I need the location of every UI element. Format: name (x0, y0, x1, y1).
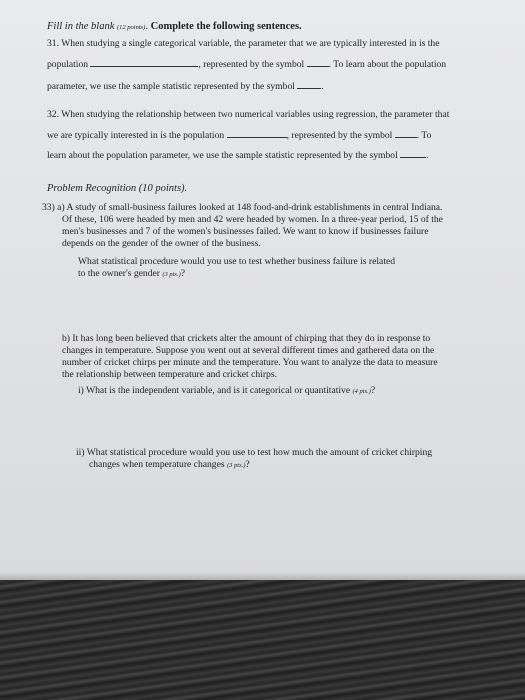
q32-blank-statistic[interactable] (400, 148, 426, 158)
q32-end: . (426, 150, 429, 161)
q33b-i-end: ? (370, 385, 376, 396)
q33b-line4: the relationship between temperature and cricket chirps. (62, 369, 277, 380)
q33a-line4: depends on the gender of the owner of the business. (62, 238, 261, 249)
q33a-end: ? (180, 268, 186, 279)
q31-statistic-label: parameter, we use the sample statistic represented by the symbol (47, 81, 295, 92)
q31-symbol-label: , represented by the symbol (198, 59, 305, 70)
section-title: Fill in the blank (47, 21, 115, 32)
q32-blank-parameter[interactable] (227, 128, 287, 138)
q31-line1: 31. When studying a single categorical variable, the parameter that we are typically interested in is the (47, 38, 440, 49)
q31-blank-statistic[interactable] (297, 79, 321, 89)
q32-symbol-label: , represented by the symbol (286, 130, 393, 141)
q33a-line2: Of these, 106 were headed by men and 42 were headed by women. In a three-year period, 15 of the (62, 214, 443, 225)
section-points: (12 points) (117, 24, 146, 31)
q32-line3 (47, 148, 429, 162)
problem-recognition-title: Problem Recognition (10 points). (47, 183, 188, 194)
q32-blank-symbol[interactable] (395, 128, 417, 138)
q33a-line6 (78, 268, 185, 281)
q33a-points: (3 pts.) (162, 271, 181, 278)
desk-surface (0, 580, 525, 700)
q32-to-label: . To (416, 130, 432, 141)
q31-blank-symbol[interactable] (307, 57, 329, 67)
q33a-line3: men's businesses and 7 of the women's businesses failed. We want to know if businesses failure (62, 226, 429, 237)
q31-learn-label: . To learn about the population (328, 59, 447, 70)
section-instruction: Complete the following sentences. (150, 21, 302, 32)
q33b-line2: changes in temperature. Suppose you went out at several different times and gathered data on the (62, 345, 435, 356)
q33b-ii-line2 (89, 459, 250, 472)
section-header: Fill in the blank (12 points). Complete the following sentences. (47, 21, 302, 32)
q31-blank-parameter[interactable] (90, 57, 198, 67)
q31-end: . (321, 81, 324, 92)
q32-population-label: we are typically interested in is the population (47, 130, 225, 141)
q33b-i (78, 385, 375, 398)
q33b-i-points: (4 pts.) (352, 388, 371, 395)
q33b-line3: number of cricket chirps per minute and the temperature. You want to analyze the data to measure (62, 357, 438, 368)
q33b-ii-line1: ii) What statistical procedure would you use to test how much the amount of cricket chirping (76, 447, 433, 458)
q31-population-label: population (47, 59, 89, 70)
q31-line3 (47, 79, 324, 93)
q33a-line1: 33) a) A study of small-business failures looked at 148 food-and-drink establishments in central Indiana. (42, 202, 443, 213)
q32-line2 (47, 128, 431, 142)
q33a-line5: What statistical procedure would you use to test whether business failure is related (78, 256, 396, 267)
q33a-question: to the owner's gender (78, 268, 160, 279)
q33b-i-question: i) What is the independent variable, and is it categorical or quantitative (78, 385, 351, 396)
q33b-line1: b) It has long been believed that crickets alter the amount of chirping that they do in response to (62, 333, 431, 344)
q33b-ii-points: (3 pts.) (227, 462, 246, 469)
q33b-ii-question: changes when temperature changes (89, 459, 225, 470)
q33b-ii-end: ? (245, 459, 250, 470)
q31-line2 (47, 57, 446, 71)
q32-line1: 32. When studying the relationship between two numerical variables using regression, the parameter that (47, 109, 450, 120)
q32-statistic-label: learn about the population parameter, we use the sample statistic represented by the symbol (47, 150, 398, 161)
